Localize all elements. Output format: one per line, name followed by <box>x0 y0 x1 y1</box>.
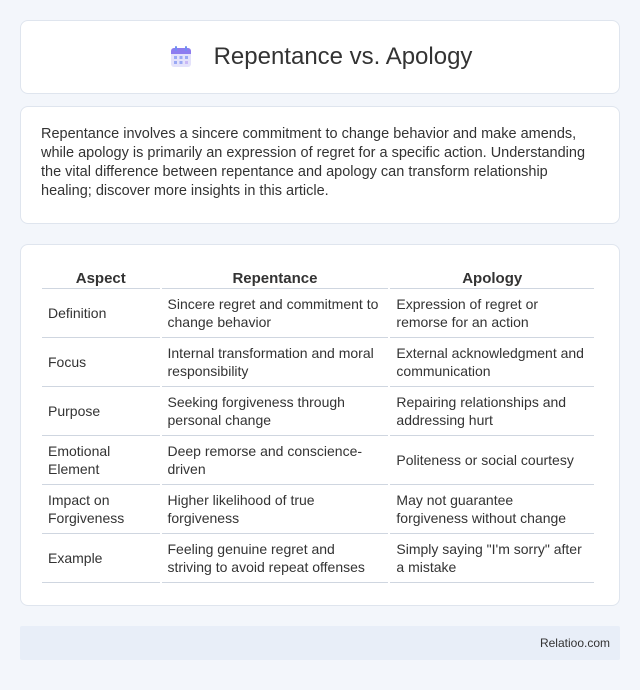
cell-repentance: Feeling genuine regret and striving to avoid repeat offenses <box>162 534 389 583</box>
comparison-table-card <box>20 244 620 606</box>
table-row <box>42 534 594 583</box>
table-row <box>42 289 594 338</box>
cell-repentance: Sincere regret and commitment to change behavior <box>162 289 389 338</box>
intro-card <box>20 106 620 224</box>
page-title: Repentance vs. Apology <box>213 43 473 70</box>
cell-aspect: Definition <box>42 289 160 338</box>
calendar-icon <box>168 44 194 70</box>
cell-apology: Simply saying "I'm sorry" after a mistake <box>390 534 594 583</box>
cell-aspect: Focus <box>42 338 160 387</box>
cell-repentance: Internal transformation and moral responsibility <box>162 338 389 387</box>
cell-aspect: Example <box>42 534 160 583</box>
comparison-table <box>40 267 596 583</box>
cell-repentance: Deep remorse and conscience-driven <box>162 436 389 485</box>
cell-apology: May not guarantee forgiveness without change <box>390 485 594 534</box>
cell-apology: Expression of regret or remorse for an action <box>390 289 594 338</box>
footer-brand[interactable]: Relatioo.com <box>539 636 610 650</box>
cell-aspect: Impact on Forgiveness <box>42 485 160 534</box>
header-repentance: Repentance <box>162 267 389 289</box>
cell-apology: Politeness or social courtesy <box>390 436 594 485</box>
header-card <box>20 20 620 94</box>
table-row <box>42 338 594 387</box>
table-row <box>42 387 594 436</box>
header-aspect: Aspect <box>42 267 160 289</box>
table-row <box>42 485 594 534</box>
footer <box>20 626 620 660</box>
table-header-row <box>42 267 594 289</box>
cell-aspect: Emotional Element <box>42 436 160 485</box>
cell-repentance: Higher likelihood of true forgiveness <box>162 485 389 534</box>
cell-aspect: Purpose <box>42 387 160 436</box>
table-row <box>42 436 594 485</box>
cell-repentance: Seeking forgiveness through personal change <box>162 387 389 436</box>
cell-apology: External acknowledgment and communication <box>390 338 594 387</box>
header-apology: Apology <box>390 267 594 289</box>
cell-apology: Repairing relationships and addressing hurt <box>390 387 594 436</box>
intro-text: Repentance involves a sincere commitment to change behavior and make amends, while apology is primarily an expression of regret for a specific action. Understanding the vital difference between repentance and apology can transform relationship healing; discover more insights in this article. <box>41 126 586 199</box>
